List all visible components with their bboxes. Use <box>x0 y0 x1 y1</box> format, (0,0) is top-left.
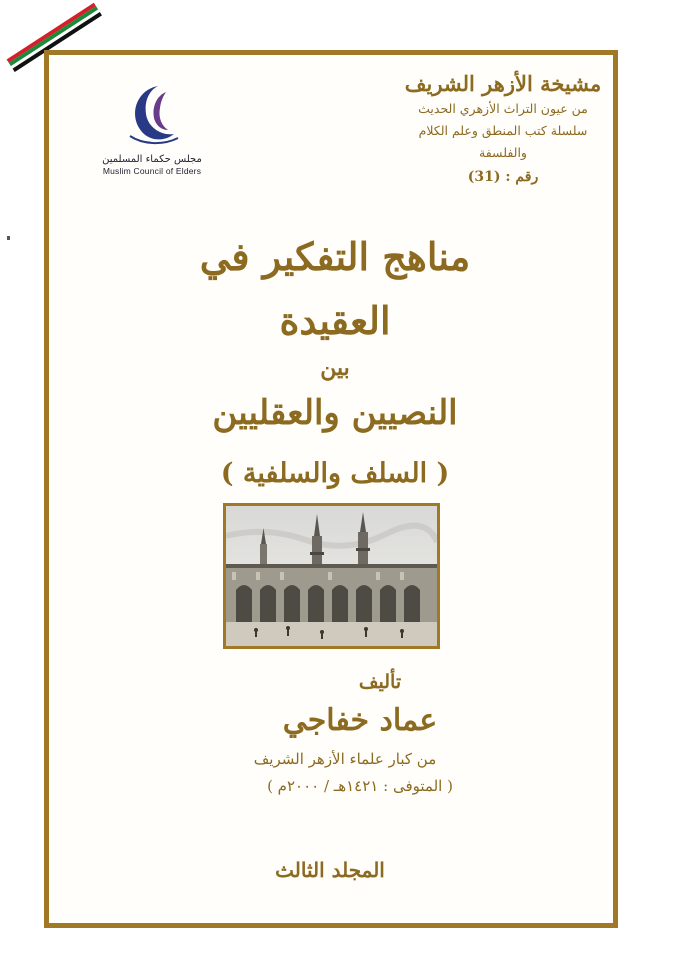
title-line-2: بين <box>320 355 350 381</box>
author-label: تأليف <box>358 671 402 693</box>
crescent-logo-icon <box>122 82 182 150</box>
publisher-logo <box>92 82 212 177</box>
mosque-illustration <box>223 503 440 649</box>
author-death-date: ( المتوفى : ١٤٢١هـ / ٢٠٠٠م ) <box>267 777 453 795</box>
series-number: رقم : (31) <box>467 169 539 185</box>
series-info <box>403 70 603 188</box>
series-line-1: من عيون التراث الأزهري الحديث <box>418 101 588 116</box>
title-line-1: مناهج التفكير في العقيدة <box>199 234 471 343</box>
scan-speck <box>7 236 10 240</box>
publisher-name-en: Muslim Council of Elders <box>102 166 202 176</box>
series-title: مشيخة الأزهر الشريف <box>404 71 602 96</box>
series-line-2: سلسلة كتب المنطق وعلم الكلام والفلسفة <box>418 123 588 160</box>
al-azhar-engraving <box>226 506 437 646</box>
author-name: عماد خفاجي <box>282 703 438 738</box>
title-line-4: ( السلف والسلفية ) <box>220 458 450 489</box>
author-info <box>200 668 490 800</box>
title-line-3: النصيين والعقليين <box>212 393 458 433</box>
author-description: من كبار علماء الأزهر الشريف <box>253 750 437 768</box>
publisher-name-ar: مجلس حكماء المسلمين <box>102 154 202 165</box>
volume-label: المجلد الثالث <box>275 858 385 882</box>
book-title <box>150 225 520 497</box>
